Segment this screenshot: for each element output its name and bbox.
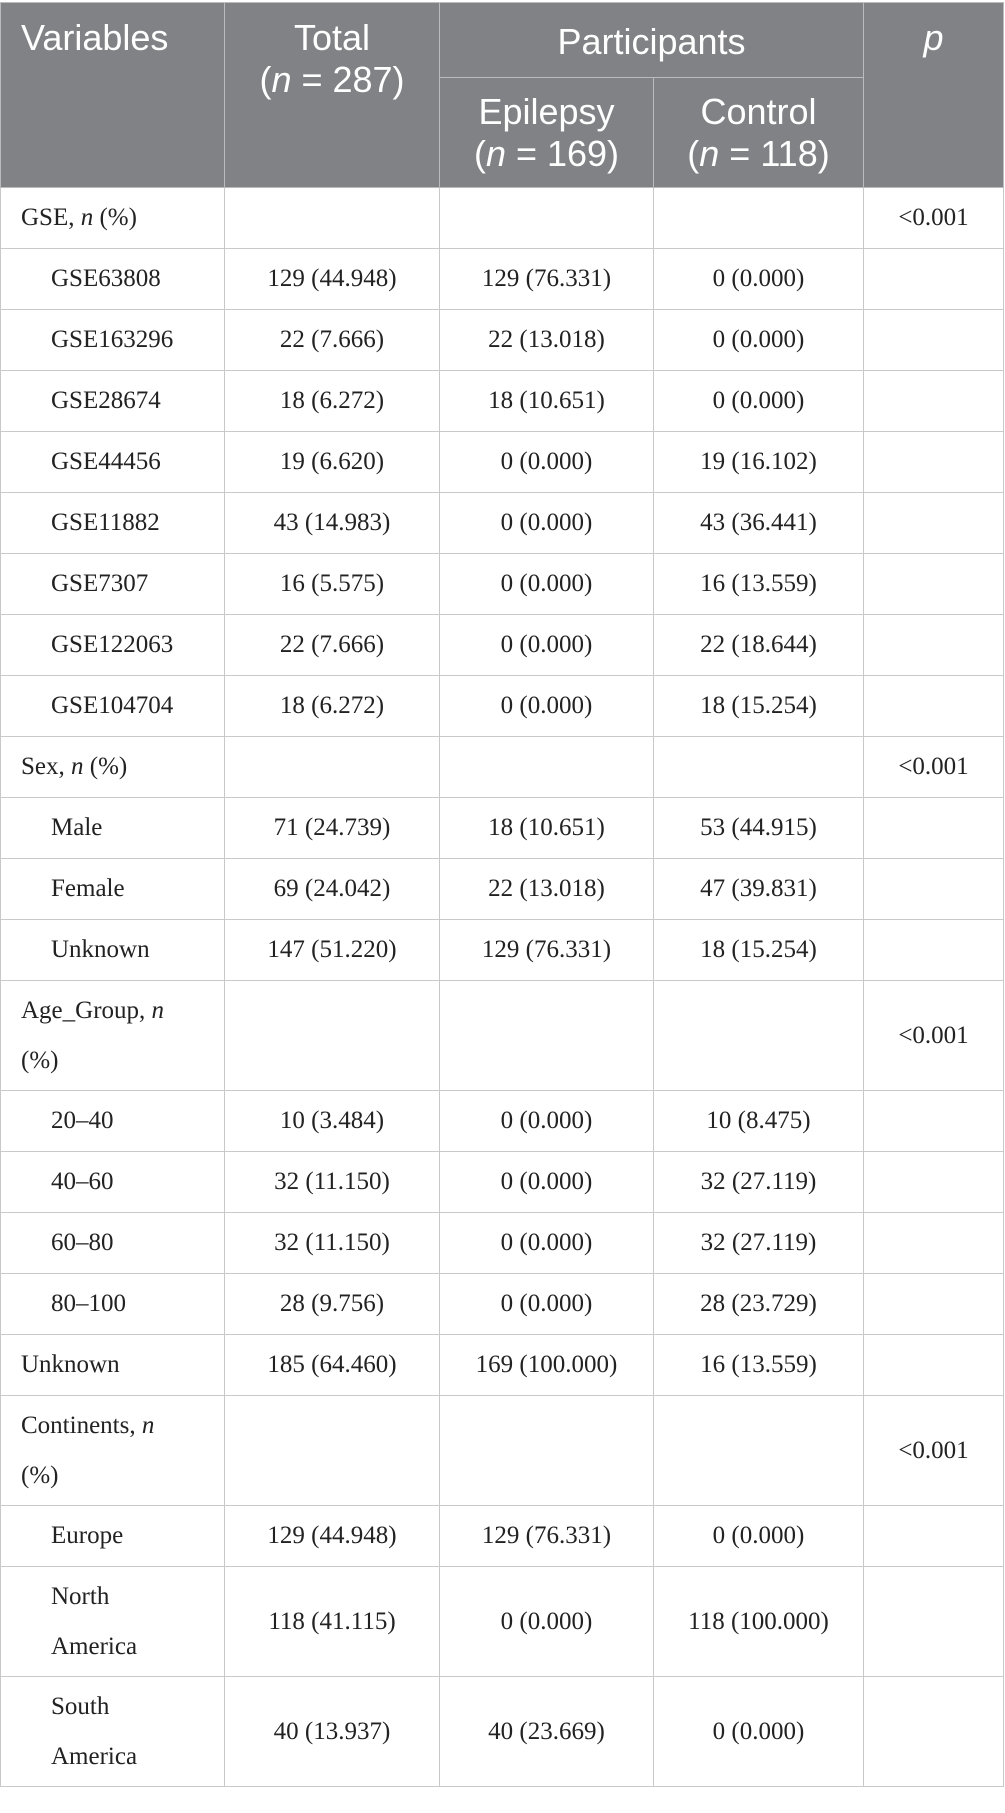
total-cell: 129 (44.948): [225, 1506, 440, 1567]
table-row: [1, 1506, 1004, 1567]
header-total-n-value: = 287): [291, 59, 405, 100]
section-label-n: n: [151, 996, 165, 1024]
table-row: [1, 615, 1004, 676]
table-row: [1, 1213, 1004, 1274]
row-label: GSE163296: [1, 310, 225, 371]
total-cell: 18 (6.272): [225, 676, 440, 737]
table-row: [1, 249, 1004, 310]
empty-cell: [654, 981, 864, 1091]
epilepsy-cell: 18 (10.651): [440, 798, 654, 859]
control-cell: 19 (16.102): [654, 432, 864, 493]
section-label-continents: [1, 1396, 225, 1506]
row-label: 60–80: [1, 1213, 225, 1274]
row-label: GSE28674: [1, 371, 225, 432]
epilepsy-cell: 0 (0.000): [440, 1274, 654, 1335]
table-row: [1, 310, 1004, 371]
row-label: GSE11882: [1, 493, 225, 554]
section-label-sex: [1, 737, 225, 798]
header-control-label: Control: [700, 90, 817, 132]
empty-cell: [440, 737, 654, 798]
empty-cell: [864, 1567, 1004, 1677]
control-cell: 32 (27.119): [654, 1152, 864, 1213]
epilepsy-cell: 40 (23.669): [440, 1677, 654, 1787]
header-epilepsy: [440, 78, 654, 188]
total-cell: 71 (24.739): [225, 798, 440, 859]
row-label: GSE7307: [1, 554, 225, 615]
control-cell: 0 (0.000): [654, 249, 864, 310]
table-row: [1, 1152, 1004, 1213]
section-row-gse: [1, 188, 1004, 249]
section-row-age: [1, 981, 1004, 1091]
table-row: [1, 798, 1004, 859]
total-cell: 43 (14.983): [225, 493, 440, 554]
epilepsy-cell: 0 (0.000): [440, 615, 654, 676]
table-row: [1, 493, 1004, 554]
empty-cell: [440, 1396, 654, 1506]
table-row: [1, 1335, 1004, 1396]
table-row: [1, 1091, 1004, 1152]
table-body: [1, 188, 1004, 1787]
epilepsy-cell: 0 (0.000): [440, 676, 654, 737]
control-cell: 53 (44.915): [654, 798, 864, 859]
empty-cell: [225, 188, 440, 249]
empty-cell: [864, 1213, 1004, 1274]
total-cell: 19 (6.620): [225, 432, 440, 493]
empty-cell: [654, 737, 864, 798]
section-label-line1: [21, 1401, 224, 1451]
empty-cell: [864, 1091, 1004, 1152]
total-cell: 185 (64.460): [225, 1335, 440, 1396]
section-row-continents: [1, 1396, 1004, 1506]
table-row: [1, 432, 1004, 493]
header-epilepsy-n-open: (: [473, 132, 486, 174]
empty-cell: [864, 920, 1004, 981]
row-label-line2: America: [51, 1632, 138, 1660]
total-cell: 129 (44.948): [225, 249, 440, 310]
control-cell: 0 (0.000): [654, 1677, 864, 1787]
empty-cell: [864, 1274, 1004, 1335]
control-cell: 18 (15.254): [654, 676, 864, 737]
total-cell: 147 (51.220): [225, 920, 440, 981]
row-label: Unknown: [1, 1335, 225, 1396]
total-cell: 22 (7.666): [225, 310, 440, 371]
total-cell: 18 (6.272): [225, 371, 440, 432]
table-row: [1, 1567, 1004, 1677]
control-cell: 0 (0.000): [654, 310, 864, 371]
total-cell: 32 (11.150): [225, 1213, 440, 1274]
row-label: GSE63808: [1, 249, 225, 310]
empty-cell: [440, 981, 654, 1091]
table-row: [1, 1677, 1004, 1787]
header-total: [225, 3, 440, 188]
table-container: [0, 2, 1003, 1787]
epilepsy-cell: 129 (76.331): [440, 249, 654, 310]
data-table: [0, 2, 1004, 1787]
total-cell: 22 (7.666): [225, 615, 440, 676]
epilepsy-cell: 0 (0.000): [440, 1213, 654, 1274]
p-value-gse: <0.001: [864, 188, 1004, 249]
empty-cell: [225, 981, 440, 1091]
row-label: GSE104704: [1, 676, 225, 737]
total-cell: 10 (3.484): [225, 1091, 440, 1152]
header-total-label: Total: [293, 17, 371, 58]
header-total-n-open: (: [259, 59, 272, 100]
total-cell: 28 (9.756): [225, 1274, 440, 1335]
empty-cell: [654, 188, 864, 249]
header-control-n-open: (: [687, 132, 700, 174]
empty-cell: [440, 188, 654, 249]
control-cell: 28 (23.729): [654, 1274, 864, 1335]
empty-cell: [864, 859, 1004, 920]
p-value-sex: <0.001: [864, 737, 1004, 798]
row-label: [1, 1567, 225, 1677]
header-epilepsy-n: n: [485, 132, 506, 174]
control-cell: 32 (27.119): [654, 1213, 864, 1274]
control-cell: 0 (0.000): [654, 1506, 864, 1567]
row-label: 40–60: [1, 1152, 225, 1213]
row-label: 20–40: [1, 1091, 225, 1152]
empty-cell: [864, 615, 1004, 676]
header-participants: Participants: [440, 3, 864, 78]
row-label: GSE122063: [1, 615, 225, 676]
table-row: [1, 554, 1004, 615]
total-cell: 69 (24.042): [225, 859, 440, 920]
section-label-text: Continents,: [21, 1411, 142, 1439]
p-value-age: <0.001: [864, 981, 1004, 1091]
section-label-text: Sex,: [21, 753, 71, 780]
control-cell: 18 (15.254): [654, 920, 864, 981]
section-label-line2: (%): [21, 1046, 59, 1074]
epilepsy-cell: 129 (76.331): [440, 1506, 654, 1567]
control-cell: 10 (8.475): [654, 1091, 864, 1152]
section-label-pct: (%): [83, 753, 128, 780]
section-label-text: GSE,: [21, 204, 81, 231]
section-label-age: [1, 981, 225, 1091]
epilepsy-cell: 0 (0.000): [440, 554, 654, 615]
row-label: 80–100: [1, 1274, 225, 1335]
empty-cell: [864, 310, 1004, 371]
empty-cell: [864, 1335, 1004, 1396]
row-label: Unknown: [1, 920, 225, 981]
section-label-line2: (%): [21, 1461, 59, 1489]
empty-cell: [864, 1152, 1004, 1213]
empty-cell: [864, 676, 1004, 737]
control-cell: 43 (36.441): [654, 493, 864, 554]
control-cell: 47 (39.831): [654, 859, 864, 920]
total-cell: 40 (13.937): [225, 1677, 440, 1787]
empty-cell: [225, 737, 440, 798]
empty-cell: [864, 249, 1004, 310]
row-label-line1: South: [51, 1692, 110, 1720]
empty-cell: [225, 1396, 440, 1506]
epilepsy-cell: 0 (0.000): [440, 1567, 654, 1677]
row-label-line1: North: [51, 1582, 110, 1610]
epilepsy-cell: 0 (0.000): [440, 1152, 654, 1213]
control-cell: 0 (0.000): [654, 371, 864, 432]
empty-cell: [864, 493, 1004, 554]
section-label-n: n: [80, 204, 94, 231]
section-row-sex: [1, 737, 1004, 798]
p-value-continents: <0.001: [864, 1396, 1004, 1506]
total-cell: 32 (11.150): [225, 1152, 440, 1213]
header-total-n: n: [271, 59, 292, 100]
section-label-line1: [21, 986, 224, 1036]
empty-cell: [864, 371, 1004, 432]
epilepsy-cell: 18 (10.651): [440, 371, 654, 432]
section-label-n: n: [71, 753, 84, 780]
empty-cell: [864, 432, 1004, 493]
section-label-pct: (%): [93, 204, 137, 231]
control-cell: 16 (13.559): [654, 1335, 864, 1396]
table-row: [1, 859, 1004, 920]
header-variables: Variables: [1, 3, 225, 188]
row-label: GSE44456: [1, 432, 225, 493]
empty-cell: [654, 1396, 864, 1506]
total-cell: 118 (41.115): [225, 1567, 440, 1677]
epilepsy-cell: 0 (0.000): [440, 1091, 654, 1152]
table-row: [1, 676, 1004, 737]
empty-cell: [864, 1506, 1004, 1567]
row-label: Europe: [1, 1506, 225, 1567]
control-cell: 16 (13.559): [654, 554, 864, 615]
section-label-text: Age_Group,: [21, 996, 152, 1024]
section-label-n: n: [141, 1411, 155, 1439]
section-label-gse: [1, 188, 225, 249]
table-row: [1, 1274, 1004, 1335]
table-row: [1, 371, 1004, 432]
epilepsy-cell: 129 (76.331): [440, 920, 654, 981]
table-row: [1, 920, 1004, 981]
header-control: [654, 78, 864, 188]
table-header: [1, 3, 1004, 188]
epilepsy-cell: 0 (0.000): [440, 493, 654, 554]
row-label: [1, 1677, 225, 1787]
control-cell: 118 (100.000): [654, 1567, 864, 1677]
header-p: p: [864, 3, 1004, 188]
row-label: Male: [1, 798, 225, 859]
epilepsy-cell: 169 (100.000): [440, 1335, 654, 1396]
empty-cell: [864, 798, 1004, 859]
empty-cell: [864, 1677, 1004, 1787]
total-cell: 16 (5.575): [225, 554, 440, 615]
epilepsy-cell: 22 (13.018): [440, 859, 654, 920]
epilepsy-cell: 0 (0.000): [440, 432, 654, 493]
control-cell: 22 (18.644): [654, 615, 864, 676]
row-label: Female: [1, 859, 225, 920]
header-control-n-value: = 118): [719, 132, 830, 174]
epilepsy-cell: 22 (13.018): [440, 310, 654, 371]
header-control-n: n: [699, 132, 720, 174]
header-epilepsy-n-value: = 169): [505, 132, 620, 174]
header-epilepsy-label: Epilepsy: [478, 90, 615, 132]
empty-cell: [864, 554, 1004, 615]
row-label-line2: America: [51, 1742, 138, 1770]
